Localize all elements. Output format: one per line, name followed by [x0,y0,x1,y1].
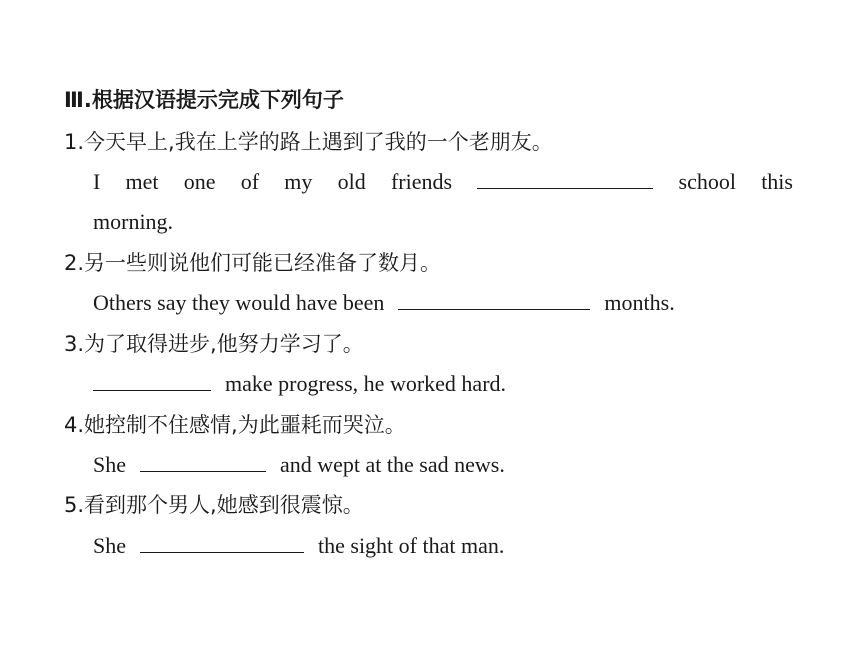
item-5-text-before: She [93,533,126,558]
item-1-word: this [761,169,793,194]
item-3-english [93,370,506,398]
item-1-word: one [183,169,216,194]
item-1-word: my [284,169,313,194]
item-1-word: of [240,169,260,194]
item-1-english-line2: morning. [93,209,174,234]
item-1-chinese: 1.今天早上,我在上学的路上遇到了我的一个老朋友。 [64,130,553,154]
item-1-word: school [678,169,736,194]
item-4-english [93,451,505,479]
item-5-text-after: the sight of that man. [318,533,505,558]
item-5-answer-blank[interactable] [140,532,304,553]
section-heading: Ⅲ.根据汉语提示完成下列句子 [64,88,344,112]
item-2-chinese: 2.另一些则说他们可能已经准备了数月。 [64,251,442,275]
item-2-english [93,289,675,317]
item-2-answer-blank[interactable] [398,289,590,310]
item-2-text-before: Others say they would have been [93,290,385,315]
item-1-word: friends [390,169,453,194]
item-1-word: met [125,169,159,194]
item-3-text-after: make progress, he worked hard. [225,371,507,396]
item-5-chinese: 5.看到那个男人,她感到很震惊。 [64,493,364,517]
item-4-chinese: 4.她控制不住感情,为此噩耗而哭泣。 [64,413,406,437]
item-1-word: old [337,169,366,194]
item-4-answer-blank[interactable] [140,451,266,472]
item-3-chinese: 3.为了取得进步,他努力学习了。 [64,332,364,356]
item-4-text-before: She [93,452,126,477]
item-4-text-after: and wept at the sad news. [280,452,505,477]
item-1-english-line1 [93,168,793,196]
item-5-english [93,532,504,560]
item-3-answer-blank[interactable] [93,370,211,391]
item-1-answer-blank[interactable] [477,168,653,189]
item-1-word: I [93,169,101,194]
item-2-text-after: months. [604,290,675,315]
